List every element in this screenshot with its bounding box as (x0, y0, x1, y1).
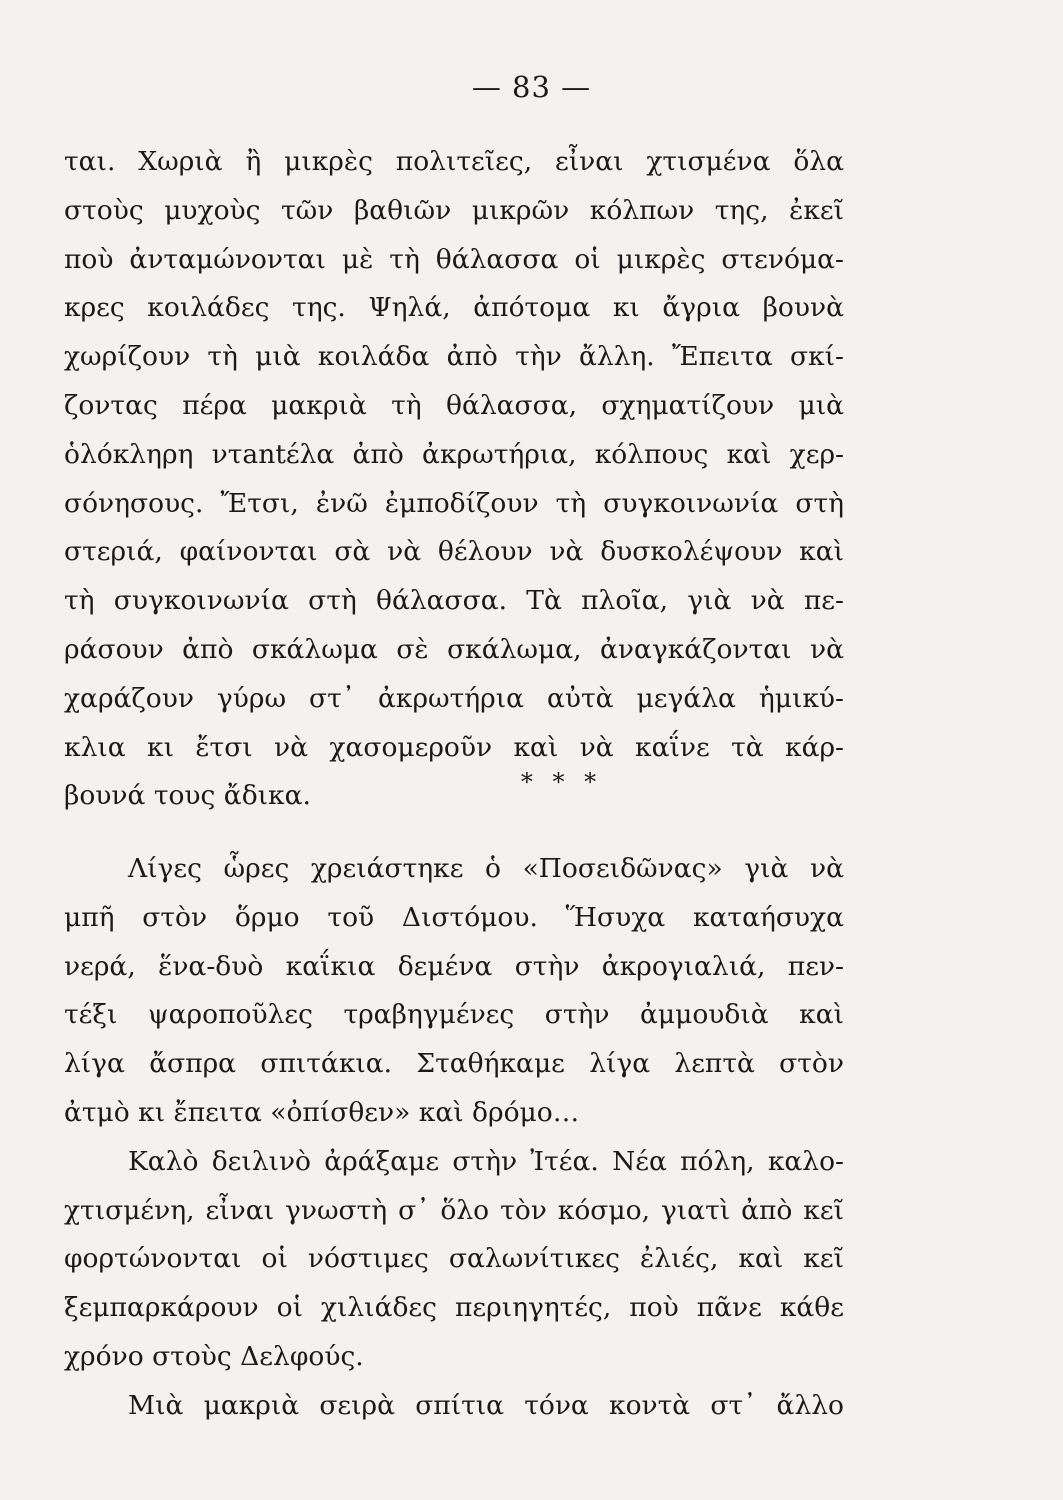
text-line: κρες κοιλάδες της. Ψηλά, ἀπότομα κι ἄγρια βουνὰ (64, 292, 844, 324)
text-line: χτισμένη, εἶναι γνωστὴ σ᾽ ὅλο τὸν κόσμο, γιατὶ ἀπὸ κεῖ (64, 1194, 844, 1226)
paragraph-2 (64, 845, 844, 1138)
text-line: ζοντας πέρα μακριὰ τὴ θάλασσα, σχηματίζουν μιὰ (64, 389, 844, 421)
text-line: στεριά, φαίνονται σὰ νὰ θέλουν νὰ δυσκολέψουν καὶ (64, 536, 844, 568)
page-number: — 83 — (471, 70, 592, 104)
text-line: μπῆ στὸν ὅρμο τοῦ Διστόμου. Ἥσυχα καταήσυχα (64, 901, 844, 933)
text-line: κλια κι ἔτσι νὰ χασομεροῦν καὶ νὰ καΐνε τὰ κάρ- (64, 731, 844, 763)
text-line: ποὺ ἀνταμώνονται μὲ τὴ θάλασσα οἱ μικρὲς στενόμα- (64, 243, 844, 275)
text-line: στοὺς μυχοὺς τῶν βαθιῶν μικρῶν κόλπων της, ἐκεῖ (64, 194, 844, 226)
text-body-2 (64, 845, 844, 1431)
text-line: ἀτμὸ κι ἔπειτα «ὀπίσθεν» καὶ δρόμο… (64, 1096, 580, 1128)
text-line: σόνησους. Ἔτσι, ἐνῶ ἐμποδίζουν τὴ συγκοινωνία στὴ (64, 487, 844, 519)
text-line: ράσουν ἀπὸ σκάλωμα σὲ σκάλωμα, ἀναγκάζονται νὰ (64, 633, 844, 665)
text-line: χαράζουν γύρω στ᾽ ἀκρωτήρια αὐτὰ μεγάλα ἡμικύ- (64, 682, 844, 714)
text-line: φορτώνονται οἱ νόστιμες σαλωνίτικες ἐλιές, καὶ κεῖ (64, 1243, 844, 1275)
text-line: χρόνο στοὺς Δελφούς. (64, 1340, 364, 1372)
section-separator: * * * (520, 768, 603, 796)
text-line: ὁλόκληρη ντantέλα ἀπὸ ἀκρωτήρια, κόλπους καὶ χερ- (64, 438, 844, 470)
paragraph-3 (64, 1138, 844, 1382)
text-line: Μιὰ μακριὰ σειρὰ σπίτια τόνα κοντὰ στ᾽ ἄλλο (128, 1389, 844, 1421)
text-line: ται. Χωριὰ ἢ μικρὲς πολιτεῖες, εἶναι χτισμένα ὅλα (64, 146, 844, 177)
paragraph-4 (64, 1382, 844, 1431)
text-line: τὴ συγκοινωνία στὴ θάλασσα. Τὰ πλοῖα, γιὰ νὰ πε- (64, 585, 844, 617)
text-line: βουνά τους ἄδικα. (64, 780, 311, 812)
paragraph-1 (64, 138, 844, 821)
text-line: Καλὸ δειλινὸ ἀράξαμε στὴν Ἰτέα. Νέα πόλη, καλο- (128, 1145, 844, 1177)
text-line: ξεμπαρκάρουν οἱ χιλιάδες περιηγητές, ποὺ πᾶνε κάθε (64, 1292, 844, 1324)
text-line: λίγα ἄσπρα σπιτάκια. Σταθήκαμε λίγα λεπτὰ στὸν (64, 1048, 844, 1080)
text-line: τέξι ψαροποῦλες τραβηγμένες στὴν ἀμμουδιὰ καὶ (64, 999, 844, 1031)
text-line: Λίγες ὧρες χρειάστηκε ὁ «Ποσειδῶνας» γιὰ νὰ (128, 853, 844, 884)
text-line: χωρίζουν τὴ μιὰ κοιλάδα ἀπὸ τὴν ἄλλη. Ἔπειτα σκί- (64, 341, 844, 373)
text-line: νερά, ἕνα-δυὸ καΐκια δεμένα στὴν ἀκρογιαλιά, πεν- (64, 950, 844, 982)
